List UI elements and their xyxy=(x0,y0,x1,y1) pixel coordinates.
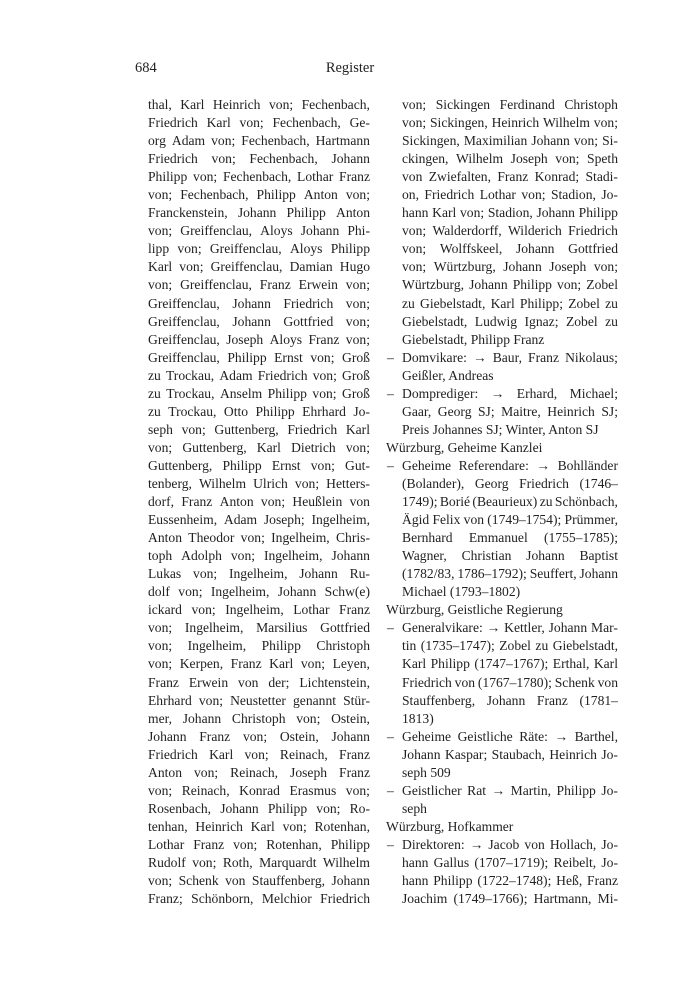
index-line: Würzburg, Geistliche Regierung xyxy=(386,602,563,618)
index-line: Friedrich von; Fechenbach, Johann xyxy=(148,151,370,167)
index-line: zu Trockau, Otto Philipp Ehrhard Jo- xyxy=(148,403,370,419)
index-line: ckingen, Wilhelm Joseph von; Speth xyxy=(402,151,618,167)
index-line: von; Reinach, Konrad Erasmus von; xyxy=(148,782,370,798)
index-column-right xyxy=(386,96,618,908)
index-line: von; Greiffenclau, Aloys Johann Phi- xyxy=(148,223,370,239)
index-line: Friedrich von (1767–1780); Schenk von xyxy=(402,674,618,690)
index-line: von; Schenk von Stauffenberg, Johann xyxy=(148,873,370,889)
index-line: Würtzburg, Johann Philipp von; Zobel xyxy=(402,277,618,293)
index-line: Lukas von; Ingelheim, Johann Ru- xyxy=(148,566,370,582)
index-line: Philipp von; Fechenbach, Lothar Franz xyxy=(148,169,370,185)
index-line: von; Fechenbach, Philipp Anton von; xyxy=(148,187,370,203)
running-head: Register xyxy=(325,60,375,76)
index-line: von; Ingelheim, Philipp Christoph xyxy=(148,638,370,654)
index-line: Rosenbach, Johann Philipp von; Ro- xyxy=(148,800,370,816)
index-line: (1782/83, 1786–1792); Seuffert, Johann xyxy=(402,566,618,582)
index-line: Giebelstadt, Ludwig Ignaz; Zobel zu xyxy=(402,313,618,329)
index-line: Karl von; Greiffenclau, Damian Hugo xyxy=(148,259,370,275)
index-line: Guttenberg, Philipp Ernst von; Gut- xyxy=(148,457,370,473)
index-line: tenhan, Heinrich Karl von; Rotenhan, xyxy=(148,818,370,834)
index-line: seph von; Guttenberg, Friedrich Karl xyxy=(148,421,370,437)
dash-marker: – xyxy=(387,782,394,798)
index-line: von; Walderdorff, Wilderich Friedrich xyxy=(402,223,618,239)
page-number: 684 xyxy=(135,60,157,76)
index-line: Johann Kaspar; Staubach, Heinrich Jo- xyxy=(402,746,618,762)
index-line: – Geheime Geistliche Räte: → Barthel, xyxy=(386,728,618,746)
index-line: Gaar, Georg SJ; Maitre, Heinrich SJ; xyxy=(402,403,618,419)
dash-marker: – xyxy=(387,620,394,636)
dash-marker: – xyxy=(387,385,394,401)
index-line: mer, Johann Christoph von; Ostein, xyxy=(148,710,370,726)
index-line: Friedrich Karl von; Reinach, Franz xyxy=(148,746,370,762)
index-line: Rudolf von; Roth, Marquardt Wilhelm xyxy=(148,854,370,870)
index-line: seph 509 xyxy=(402,764,451,780)
index-line: – Domprediger: → Erhard, Michael; xyxy=(386,385,618,403)
index-line: ickard von; Ingelheim, Lothar Franz xyxy=(148,602,370,618)
index-line: Joachim (1749–1766); Hartmann, Mi- xyxy=(402,891,618,907)
index-line: Würzburg, Hofkammer xyxy=(386,818,514,834)
index-line: von; Sickingen, Heinrich Wilhelm von; xyxy=(402,115,618,131)
index-line: Preis Johannes SJ; Winter, Anton SJ xyxy=(402,421,599,437)
index-line: Wagner, Christian Johann Baptist xyxy=(402,548,618,564)
dash-marker: – xyxy=(387,836,394,852)
index-line: Franckenstein, Johann Philipp Anton xyxy=(148,205,370,221)
index-line: Anton Theodor von; Ingelheim, Chris- xyxy=(148,530,370,546)
index-line: – Geheime Referendare: → Bohlländer xyxy=(386,457,618,475)
index-line: Friedrich Karl von; Fechenbach, Ge- xyxy=(148,115,370,131)
index-line: Ehrhard von; Neustetter genannt Stür- xyxy=(148,692,370,708)
index-line: Anton von; Reinach, Joseph Franz xyxy=(148,764,370,780)
index-line: (Bolander), Georg Friedrich (1746– xyxy=(402,475,618,491)
index-line: zu Trockau, Adam Friedrich von; Groß xyxy=(148,367,370,383)
index-line: hann Gallus (1707–1719); Reibelt, Jo- xyxy=(402,854,618,870)
index-line: von; Sickingen Ferdinand Christoph xyxy=(402,97,618,112)
index-line: von; Kerpen, Franz Karl von; Leyen, xyxy=(148,656,370,672)
index-line: Johann Franz von; Ostein, Johann xyxy=(148,728,370,744)
index-line: – Generalvikare: → Kettler, Johann Mar- xyxy=(386,619,618,637)
index-line: Geißler, Andreas xyxy=(402,367,494,383)
index-line: Franz; Schönborn, Melchior Friedrich xyxy=(148,891,370,907)
index-line: seph xyxy=(402,800,427,816)
index-line: lipp von; Greiffenclau, Aloys Philipp xyxy=(148,241,370,257)
index-line: Eussenheim, Adam Joseph; Ingelheim, xyxy=(148,512,370,528)
index-line: Franz Erwein von der; Lichtenstein, xyxy=(148,674,370,690)
index-line: 1749); Borié (Beaurieux) zu Schönbach, xyxy=(402,494,618,510)
index-column-left xyxy=(148,96,370,908)
index-line: von; Würtzburg, Johann Joseph von; xyxy=(402,259,618,275)
index-line: zu Giebelstadt, Karl Philipp; Zobel zu xyxy=(402,295,618,311)
index-line: org Adam von; Fechenbach, Hartmann xyxy=(148,133,370,149)
index-line: thal, Karl Heinrich von; Fechenbach, xyxy=(148,97,370,112)
index-line: von; Wolffskeel, Johann Gottfried xyxy=(402,241,618,257)
index-line: dorf, Franz Anton von; Heußlein von xyxy=(148,494,370,510)
index-line: Greiffenclau, Joseph Aloys Franz von; xyxy=(148,331,370,347)
index-line: Bernhard Emmanuel (1755–1785); xyxy=(402,530,618,546)
index-line: Sickingen, Maximilian Johann von; Si- xyxy=(402,133,618,149)
index-line: tin (1735–1747); Zobel zu Giebelstadt, xyxy=(402,638,618,654)
index-line: Würzburg, Geheime Kanzlei xyxy=(386,439,543,455)
index-line: hann Philipp (1722–1748); Heß, Franz xyxy=(402,873,618,889)
index-line: von; Guttenberg, Karl Dietrich von; xyxy=(148,439,370,455)
index-line: – Direktoren: → Jacob von Hollach, Jo- xyxy=(386,836,618,854)
dash-marker: – xyxy=(387,728,394,744)
dash-marker: – xyxy=(387,457,394,473)
index-line: Greiffenclau, Johann Gottfried von; xyxy=(148,313,370,329)
index-line: Greiffenclau, Philipp Ernst von; Groß xyxy=(148,349,370,365)
index-line: von; Ingelheim, Marsilius Gottfried xyxy=(148,620,370,636)
index-line: Lothar Franz von; Rotenhan, Philipp xyxy=(148,836,370,852)
index-line: toph Adolph von; Ingelheim, Johann xyxy=(148,548,370,564)
index-line: Ägid Felix von (1749–1754); Prümmer, xyxy=(402,512,618,528)
index-line: – Domvikare: → Baur, Franz Nikolaus; xyxy=(386,349,618,367)
index-line: Greiffenclau, Johann Friedrich von; xyxy=(148,295,370,311)
dash-marker: – xyxy=(387,349,394,365)
index-line: tenberg, Wilhelm Ulrich von; Hetters- xyxy=(148,475,370,491)
index-line: 1813) xyxy=(402,710,434,726)
index-line: – Geistlicher Rat → Martin, Philipp Jo- xyxy=(386,782,618,800)
index-line: Stauffenberg, Johann Franz (1781– xyxy=(402,692,618,708)
index-line: Michael (1793–1802) xyxy=(402,584,521,600)
index-line: zu Trockau, Anselm Philipp von; Groß xyxy=(148,385,370,401)
index-line: on, Friedrich Lothar von; Stadion, Jo- xyxy=(402,187,618,203)
index-line: Karl Philipp (1747–1767); Erthal, Karl xyxy=(402,656,618,672)
index-line: von Zwiefalten, Franz Konrad; Stadi- xyxy=(402,169,618,185)
index-line: Giebelstadt, Philipp Franz xyxy=(402,331,545,347)
index-line: von; Greiffenclau, Franz Erwein von; xyxy=(148,277,370,293)
index-line: hann Karl von; Stadion, Johann Philipp xyxy=(402,205,618,221)
page-header xyxy=(0,60,700,82)
index-line: dolf von; Ingelheim, Johann Schw(e) xyxy=(148,584,370,600)
